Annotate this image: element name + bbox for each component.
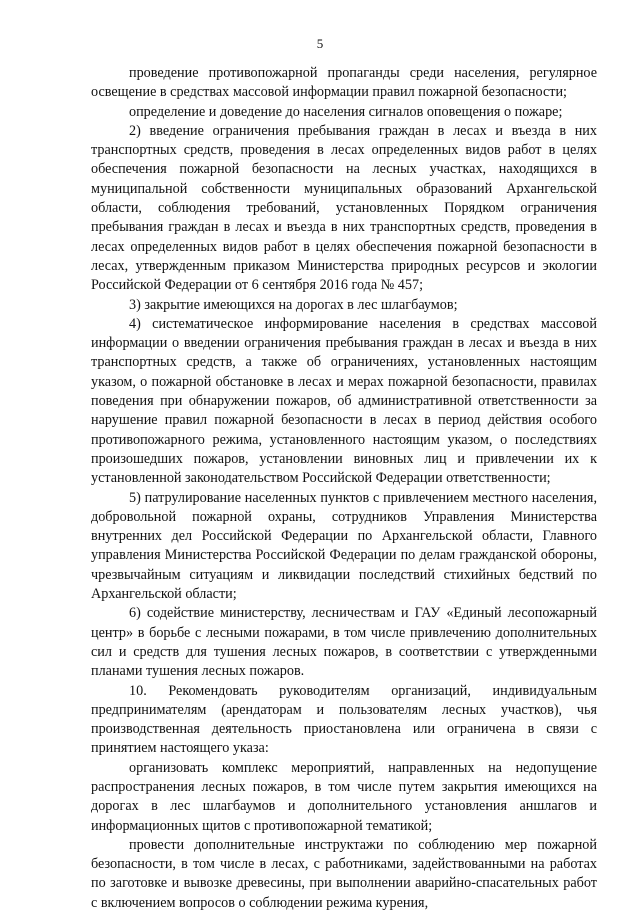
paragraph: провести дополнительные инструктажи по соблюдению мер пожарной безопасности, в том числе в лесах, с работниками, задействованными на работах по заготовке и вывозке древесины, при выполнении аварийно-спасательных работ с включением вопросов о соблюдении режима курения, — [91, 836, 597, 911]
paragraph: 10. Рекомендовать руководителям организаций, индивидуальным предпринимателям (арендаторам и пользователям лесных участков), чья производственная деятельность приостановлена или ограничена в связи с принятием настоящего указа: — [91, 682, 597, 757]
paragraph: 5) патрулирование населенных пунктов с привлечением местного населения, добровольной пожарной охраны, сотрудников Управления Министерства внутренних дел Российской Федерации по Архангельской области, Главного управления Министерства Российской Федерации по делам гражданской обороны, чрезвычайным ситуациям и ликвидации последствий стихийных бедствий по Архангельской области; — [91, 489, 597, 603]
paragraph: 4) систематическое информирование населения в средствах массовой информации о введении ограничения пребывания граждан в лесах и въезда в них транспортных средств, а также об ограничениях, установленных настоящим указом, о пожарной обстановке в лесах и мерах пожарной безопасности, правилах поведения при обнаружении пожаров, об административной ответственности за нарушение правил пожарной безопасности в лесах в период действия особого противопожарного режима, установленного настоящим указом, о последствиях произошедших пожаров, установлении виновных лиц и привлечении их к установленной законодательством Российской Федерации ответственности; — [91, 315, 597, 487]
document-body — [91, 64, 597, 913]
paragraph: организовать комплекс мероприятий, направленных на недопущение распространения лесных пожаров, в том числе путем закрытия имеющихся на дорогах в лес шлагбаумов и дополнительного установления аншлагов и информационных щитов с противопожарной тематикой; — [91, 759, 597, 834]
paragraph: определение и доведение до населения сигналов оповещения о пожаре; — [129, 103, 563, 120]
paragraph: 2) введение ограничения пребывания граждан в лесах и въезда в них транспортных средств, проведения в лесах определенных видов работ в целях обеспечения пожарной безопасности на лесных участках, находящихся в муниципальной собственности муниципальных образований Архангельской области, соблюдения требований, установленных Порядком ограничения пребывания граждан в лесах и въезда в них транспортных средств, проведения в лесах определенных видов работ в целях обеспечения пожарной безопасности в лесах, утвержденным приказом Министерства природных ресурсов и экологии Российской Федерации от 6 сентября 2016 года № 457; — [91, 122, 597, 294]
paragraph: 3) закрытие имеющихся на дорогах в лес шлагбаумов; — [129, 296, 458, 313]
page-number: 5 — [316, 36, 324, 51]
paragraph: проведение противопожарной пропаганды среди населения, регулярное освещение в средствах массовой информации правил пожарной безопасности; — [91, 65, 597, 101]
paragraph: 6) содействие министерству, лесничествам и ГАУ «Единый лесопожарный центр» в борьбе с лесными пожарами, в том числе привлечению дополнительных сил и средств для тушения лесных пожаров, в соответствии с утвержденными планами тушения лесных пожаров. — [91, 605, 597, 680]
